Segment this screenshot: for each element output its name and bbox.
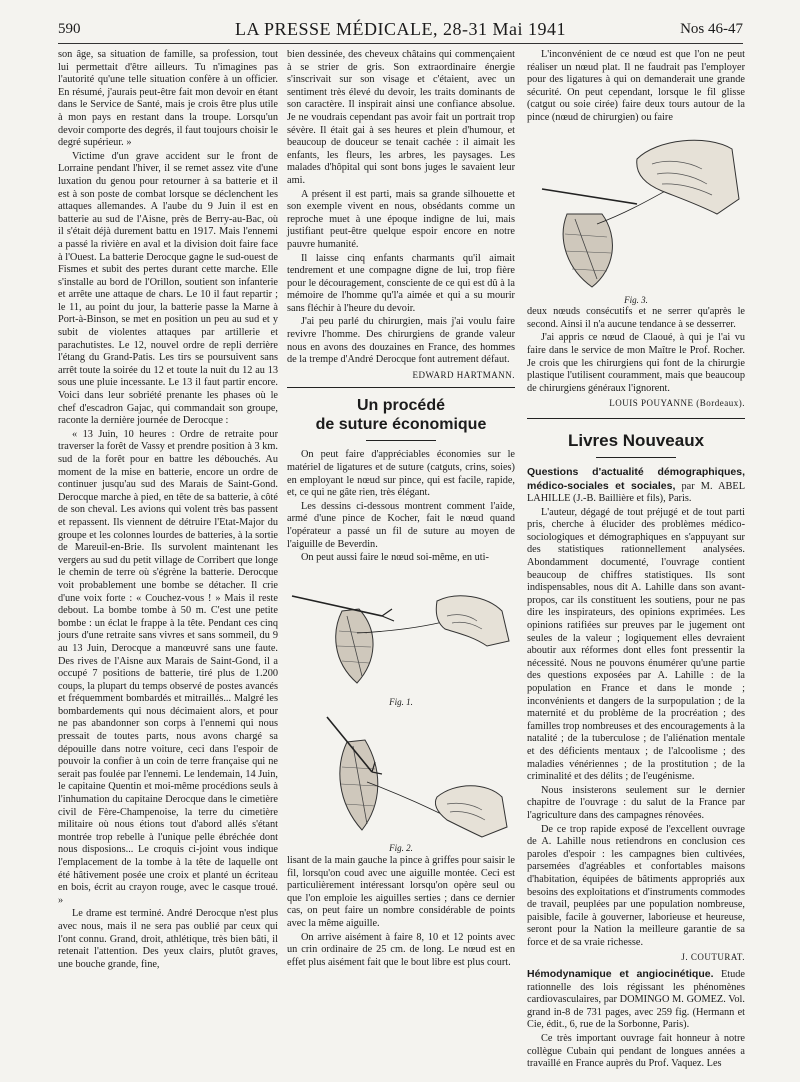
- paragraph: On peut aussi faire le nœud soi-même, en uti-: [301, 552, 489, 564]
- paragraph: Ce très important ouvrage fait honneur à notre collègue Cubain qui pendant de longues années a travaillé en France auprès du Prof. Vaquez. Les: [527, 1033, 745, 1070]
- paragraph: Victime d'un grave accident sur le front de Lorraine pendant l'hiver, il se remet assez vite d'une luxation du genou pour retourner à sa batterie et il est à son poste de combat lorsque se déclenchent les attaques allemandes. A l'aube du 9 Juin il est en batterie au sud de l'Aisne, près de Berry-au-Bac, où il s'était déjà durement battu en 1917. Mais l'ennemi a passé la rivière en aval et la division doit faire face à l'Ouest. La batterie Derocque gagne le sud-ouest de Fismes et subit des pertes durant cette marche. Elle s'installe au bord de l'Orillon, soutient son infanterie et arrête une attaque de chars. Le 10 il faut repartir ; le 11, au point du jour, la batterie passe la Marne à Port-à-Binson, se met en position un peu au sud et y subit de violentes attaques par artillerie et parachutistes. Le 12, nouvel ordre de repli derrière l'étang du Grand-Patis. Les tirs se poursuivent sans arrêt toute la soirée du 12 et toute la nuit du 12 au 13 sous une pluie incessante. Le 13 il faut partir encore. Voici dans leur sobriété prenante les phases où le chef d'escadron Gajac, qui commandait son groupe, raconte la dernière journée de Derocque :: [58, 150, 278, 427]
- paragraph: On peut faire d'appréciables économies sur le matériel de ligatures et de suture (catguts, crins, soies) en employant le nœud sur pince, qui est facile, rapide, et, ce qui ne gâte rien, très élégant.: [287, 449, 515, 499]
- signature: LOUIS POUYANNE (Bordeaux).: [609, 398, 745, 409]
- figure-2: [287, 712, 515, 855]
- figure-3: [527, 129, 745, 307]
- right-column: [527, 49, 745, 1071]
- paragraph: son âge, sa situation de famille, sa profession, tout lui permettait d'être ailleurs. Tu n'imagines pas l'autorité qu'une telle situation confère à un officier. En résumé, j'aurais peut-être fait mon devoir en étant dans le Service de Santé, mais je crois être plus utile à mon pays en restant dans la troupe. Lorsqu'un devoir comporte des degrés, il faut toujours choisir le degré supérieur. »: [58, 49, 278, 149]
- paragraph: Le drame est terminé. André Derocque n'est plus avec nous, mais il ne sera pas oublié par ceux qui l'ont connu. Grand, droit, athlétique, très bien bâti, il retenait l'attention. Des yeux clairs, plutôt graves, une bouche grande, fine,: [58, 908, 278, 970]
- paragraph: bien dessinée, des cheveux châtains qui commençaient à se strier de gris. Son extraordinaire énergie s'inscrivait sur son visage et c'étaient, avec un sentiment très élevé du devoir, les traits dominants de son caractère. Il inspirait ainsi une confiance absolue. Je ne voudrais cependant pas avoir fait un portrait trop sévère. Il était gai à ses heures et plein d'humour, et beaucoup de douceur se tenait cachée : il aimait les enfants, les fleurs, les arbres, les paysages. Les malades d'hôpital qui sont bons juges le savaient leur ami.: [287, 49, 515, 186]
- suture-illustration-2: [287, 712, 515, 842]
- paragraph: L'inconvénient de ce nœud est que l'on ne peut réaliser un nœud plat. Il ne faudrait pas l'employer pour des ligatures à qui on demanderait une grande sécurité. On peut cependant, lorsque le fil glisse (catgut ou soie cirée) faire deux tours autour de la pince (nœud de chirurgien) ou faire: [527, 49, 745, 123]
- paragraph: « 13 Juin, 10 heures : Ordre de retraite pour traverser la forêt de Vassy et prendre position à 3 km. sud de la forêt pour en battre les débouchés. Au moment de la mise en batterie, encore un ordre de continuer jusqu'au sud des Marais de Saint-Gond. Derocque marche à pied, en tête de sa batterie, à côté de son cheval. Les avions qui volent très bas passent et repassent. Ils viennent de détruire l'Etat-Major du groupe et les colonnes lourdes de batteries, à la sortie de Mareuil-en-Brie. Ils survolent maintenant les vergers au sud du petit village de Corribert que longe le chemin de terre où s'égrène la batterie. Derocque voit probablement une bombe se détacher. Il crie d'une voix forte : « Couchez-vous ! » Mais il reste debout. La bombe tombe à 50 m. C'est une petite bombe : un éclat le frappe à la tête. Pendant ces cinq jours d'une retraite sans vivres et sans sommeil, du 9 au 13 Juin, Derocque a manœuvré sans une faute. Des rives de l'Aisne aux Marais de Saint-Gond, il a occupé 7 positions de batterie, tiré plus de 1.200 coups, la plupart du temps observé de postes avancés et fréquemment bombardés et mitraillés... Malgré les bombardements qui nous décimaient alors, et pour ne pas abandonner son corps à l'ennemi qui nous pressait de toutes parts, nous avons chargé sa dépouille dans notre voiture, ceci dans l'espoir de pouvoir la confier à un coin de terre française qui ne serait pas foulée par l'ennemi. Le lendemain, 14 Juin, le capitaine Quentin et moi-même procédions seuls à l'inhumation du capitaine Derocque dans le cimetière civil de Fère-Champenoise, la terre du cimetière militaire où nous étions tout d'abord allés s'étant montrée trop rebelle à l'unique pelle ébréchée dont nous disposions... Le croquis ci-joint vous indique l'emplacement de la tombe à la tête de laquelle ont été hâtivement posée une croix et planté un écriteau en bois, écrit au crayon rouge, avec le casque troué. »: [58, 428, 278, 906]
- suture-illustration-1: [287, 571, 515, 696]
- signature: J. COUTURAT.: [681, 952, 745, 963]
- book-title: Hémodynamique et angiocinétique.: [527, 968, 714, 981]
- article-title-line: de suture économique: [315, 416, 487, 434]
- figure-caption: Fig. 2.: [389, 843, 413, 854]
- paragraph: lisant de la main gauche la pince à griffes pour saisir le fil, lorsqu'on coud avec une aiguille montée. Ceci est particulièrement intéressant lorsqu'on opère seul ou que l'on emploie les aiguilles serties ; dans ce dernier cas, on peut faire un nombre considérable de points avec la même aiguille.: [287, 854, 515, 929]
- book-reference: Etude rationnelle des lois régissant les phénomènes cardiovasculaires, par DOMINGO M. GOMEZ. Vol. grand in-8 de 731 pages, avec 259 fig. (Hermann et Cie, édit., 6, rue de la Sorbonne, Paris).: [527, 969, 746, 1031]
- divider: [527, 418, 745, 419]
- figure-caption: Fig. 3.: [624, 294, 648, 305]
- paragraph: De ce trop rapide exposé de l'excellent ouvrage de A. Lahille nous retiendrons en conclusion ces paroles d'espoir : les campagnes bien cultivées, parsemées d'agréables et confortables maisons d'habitation, équipées de bâtiments appropriés aux besoins des exploitations et d'instruments commodes de travail, peuplées par une population nombreuse, paisible, facile à gouverner, laborieuse et heureuse, seront pour la Nation la meilleure garantie de sa force et de sa vraie richesse.: [527, 823, 745, 948]
- page-number: 590: [58, 21, 81, 37]
- middle-column: [287, 49, 515, 969]
- title-underline: [596, 457, 676, 458]
- divider: [287, 387, 515, 388]
- paragraph: Les dessins ci-dessous montrent comment l'aide, armé d'une pince de Kocher, fait le nœud quand l'opérateur a passé un fil de suture au moyen de l'aiguille de Beverdin.: [287, 500, 515, 550]
- title-underline: [366, 440, 436, 441]
- figure-caption: Fig. 1.: [389, 696, 413, 707]
- issue-number: Nos 46-47: [680, 21, 743, 37]
- signature: EDWARD HARTMANN.: [412, 369, 515, 380]
- figure-1: [287, 571, 515, 709]
- book-entry: [527, 466, 745, 506]
- paragraph: On arrive aisément à faire 8, 10 et 12 points avec un crin ordinaire de 25 cm. de long. Le nœud est en effet plus aisément fait que le bout libre est plus court.: [287, 931, 515, 968]
- article-title-line: Un procédé: [356, 397, 445, 415]
- paragraph: deux nœuds consécutifs et ne serrer qu'après le second. Ainsi il n'a aucune tendance à se desserrer.: [527, 306, 745, 330]
- paragraph: Il laisse cinq enfants charmants qu'il aimait tendrement et une compagne digne de lui, trop fière pour le découragement, consciente de ce qui est dû à la mémoire de l'homme qu'l'a aimée et qui a su mourir sans fléchir à l'heure du devoir.: [287, 252, 515, 314]
- suture-illustration-3: [527, 129, 745, 294]
- book-reference: par M. ABEL LAHILLE (J.-B. Baillière et fils), Paris.: [527, 480, 745, 505]
- paragraph: L'auteur, dégagé de tout préjugé et de tout parti pris, cherche à élucider des problèmes médico-sociologiques et démographiques en s'appuyant sur des statistiques rationnellement analysées. Abondamment documenté, l'ouvrage contient beaucoup de chiffres statistiques. Ils sont indispensables, nous dit A. Lahille dans son avant-propos, car ils constituent les soutiens, pour ne pas dire les inspirateurs, des opinions exprimées. Les opinions ratifiées sur preuves par le jugement ont seules de la valeur ; logiquement elles devraient aboutir aux réformes dont elles font pressentir la nécessité. Nous ne pouvons énumérer qu'une partie des questions exposées par A. Lahille : de la population en France et dans le monde ; inconvénients et dangers de la surpopulation ; de la maternité et du problème de la procréation ; des familles trop nombreuses et des encouragements à la natalité ; de la tuberculose ; de l'aliénation mentale et des déficients mentaux ; de l'alcoolisme ; des maladies vénériennes ; de la prostitution ; de la criminalité et des délits ; de l'eugénisme.: [527, 506, 745, 783]
- book-title: Questions d'actualité démographiques, médico-sociales et sociales,: [527, 465, 745, 492]
- publication-title: LA PRESSE MÉDICALE, 28-31 Mai 1941: [234, 19, 566, 39]
- book-entry: [527, 968, 745, 1032]
- left-column: [58, 49, 278, 971]
- paragraph: J'ai appris ce nœud de Claoué, à qui je l'ai vu faire dans le service de mon Maître le Prof. Rocher. Je crois que les chirurgiens qui font de la chirurgie plastique l'utilisent couramment, mais que beaucoup de chirurgiens généraux l'ignorent.: [527, 332, 745, 394]
- section-title: Livres Nouveaux: [567, 430, 705, 450]
- paragraph: J'ai peu parlé du chirurgien, mais j'ai voulu faire revivre l'homme. Des chirurgiens de grande valeur nous en avons des douzaines en France, des hommes de la trempe d'André Derocque font autrement défaut.: [287, 316, 515, 366]
- page-header: [58, 17, 743, 44]
- article-title: [287, 396, 515, 434]
- paragraph: Nous insisterons seulement sur le dernier chapitre de l'ouvrage : du salut de la France par l'agriculture dans des campagnes rénovées.: [527, 784, 745, 821]
- paragraph: A présent il est parti, mais sa grande silhouette et son exemple vivent en nous, obsédants comme un reproche muet à une époque indigne de lui, mais justifiant peut-être quelque espoir encore en notre pauvre humanité.: [287, 188, 515, 250]
